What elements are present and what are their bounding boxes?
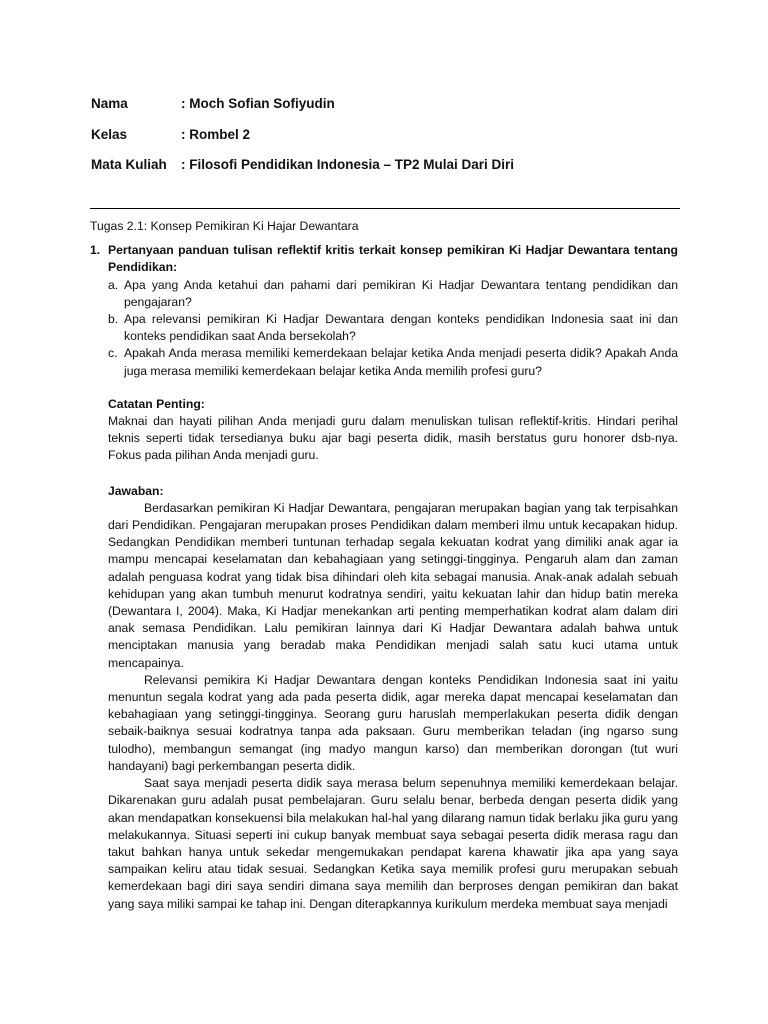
item-letter: a. <box>108 277 119 292</box>
list-item <box>108 345 678 379</box>
answer-paragraph: Berdasarkan pemikiran Ki Hadjar Dewantara, pengajaran merupakan bagian yang tak terpisahkan dari Pendidikan. Pengajaran merupakan proses Pendidikan dalam memberi ilmu untuk kecapakan hidup. Sedangkan Pendidikan memberi tuntunan terhadap segala kekuatan kodrat yang dimiliki anak agar ia mampu mencapai keselamatan dan kebahagiaan yang setinggi-tingginya. Pengaruh alam dan zaman adalah penguasa kodrat yang tidak bisa dihindari oleh kita sebagai manusia. Anak-anak adalah sebuah kehidupan yang akan tumbuh menurut kodratnya sendiri, yaitu kekuatan lahir dan hidup batin mereka (Dewantara I, 2004). Maka, Ki Hadjar menekankan arti penting memperhatikan kodrat alam dalam diri anak semasa Pendidikan. Lalu pemikiran lainnya dari Ki Hadjar Dewantara adalah bahwa untuk menciptakan manusia yang beradab maka Pendidikan menjadi salah satu kuci utama untuk mencapainya. <box>108 500 678 670</box>
item-letter: c. <box>108 346 118 361</box>
notes-text: Maknai dan hayati pilihan Anda menjadi guru dalam menuliskan tulisan reflektif-kritis. Hindari perihal teknis seperti tidak tersedianya buku ajar bagi peserta didik, masih berstatus guru honorer dsb-nya. Fokus pada pilihan Anda menjadi guru. <box>108 414 678 463</box>
question-block <box>90 242 678 276</box>
question-text: Pertanyaan panduan tulisan reflektif kritis terkait konsep pemikiran Ki Hadjar Dewantara tentang Pendidikan: <box>108 243 678 275</box>
question-sublist <box>108 277 678 380</box>
answer-section <box>108 483 678 913</box>
name-value: : Moch Sofian Sofiyudin <box>181 96 335 111</box>
task-title: Tugas 2.1: Konsep Pemikiran Ki Hajar Dewantara <box>90 219 359 233</box>
horizontal-divider <box>90 208 680 209</box>
notes-heading: Catatan Penting: <box>108 396 205 411</box>
document-body <box>90 218 678 913</box>
item-text: Apakah Anda merasa memiliki kemerdekaan belajar ketika Anda menjadi peserta didik? Apakah Anda juga merasa memiliki kemerdekaan belajar ketika Anda memilih profesi guru? <box>124 346 678 378</box>
answer-paragraph: Relevansi pemikira Ki Hadjar Dewantara dengan konteks Pendidikan Indonesia saat ini yaitu menuntun segala kodrat yang ada pada peserta didik, agar mereka dapat mencapai keselamatan dan kebahagiaan yang setinggi-tingginya. Seorang guru haruslah memperlakukan peserta didik dengan sebaik-baiknya sesuai kodratnya tanpa ada paksaan. Guru memberikan teladan (ing ngarso sung tulodho), membangun semangat (ing madyo mangun karso) dan memberikan dorongan (tut wuri handayani) bagi perkembangan peserta didik. <box>108 672 678 773</box>
list-item <box>108 311 678 345</box>
class-value: : Rombel 2 <box>181 127 251 142</box>
course-label: Mata Kuliah <box>91 157 167 172</box>
item-text: Apa yang Anda ketahui dan pahami dari pemikiran Ki Hadjar Dewantara tentang pendidikan dan pengajaran? <box>124 277 678 309</box>
name-label: Nama <box>91 96 128 111</box>
answer-heading: Jawaban: <box>108 483 164 498</box>
item-letter: b. <box>108 312 119 327</box>
answer-paragraph: Saat saya menjadi peserta didik saya merasa belum sepenuhnya memiliki kemerdekaan belajar. Dikarenakan guru adalah pusat pembelajaran. Guru selalu benar, berbeda dengan peserta didik yang akan mendapatkan konsekuensi bila melakukan hal-hal yang dilarang namun tidak berlaku jika guru yang melakukannya. Situasi seperti ini cukup banyak membuat saya sebagai peserta didik merasa ragu dan takut bahkan hanya untuk sekedar mengemukakan pendapat karena khawatir jika apa yang saya sampaikan keliru atau tidak sesuai. Sedangkan Ketika saya memilik profesi guru merupakan sebuah kemerdekaan bagi diri saya sendiri dimana saya memilih dan berproses dengan pemikiran dan bakat yang saya miliki sampai ke tahap ini. Dengan diterapkannya kurikulum merdeka membuat saya menjadi <box>108 776 678 911</box>
list-item <box>108 277 678 311</box>
notes-section <box>108 396 678 465</box>
course-value: : Filosofi Pendidikan Indonesia – TP2 Mulai Dari Diri <box>181 157 515 172</box>
question-number: 1. <box>90 243 101 258</box>
class-label: Kelas <box>91 127 128 142</box>
item-text: Apa relevansi pemikiran Ki Hadjar Dewantara dengan konteks pendidikan Indonesia saat ini dan konteks pendidikan saat Anda bersekolah? <box>124 312 678 344</box>
